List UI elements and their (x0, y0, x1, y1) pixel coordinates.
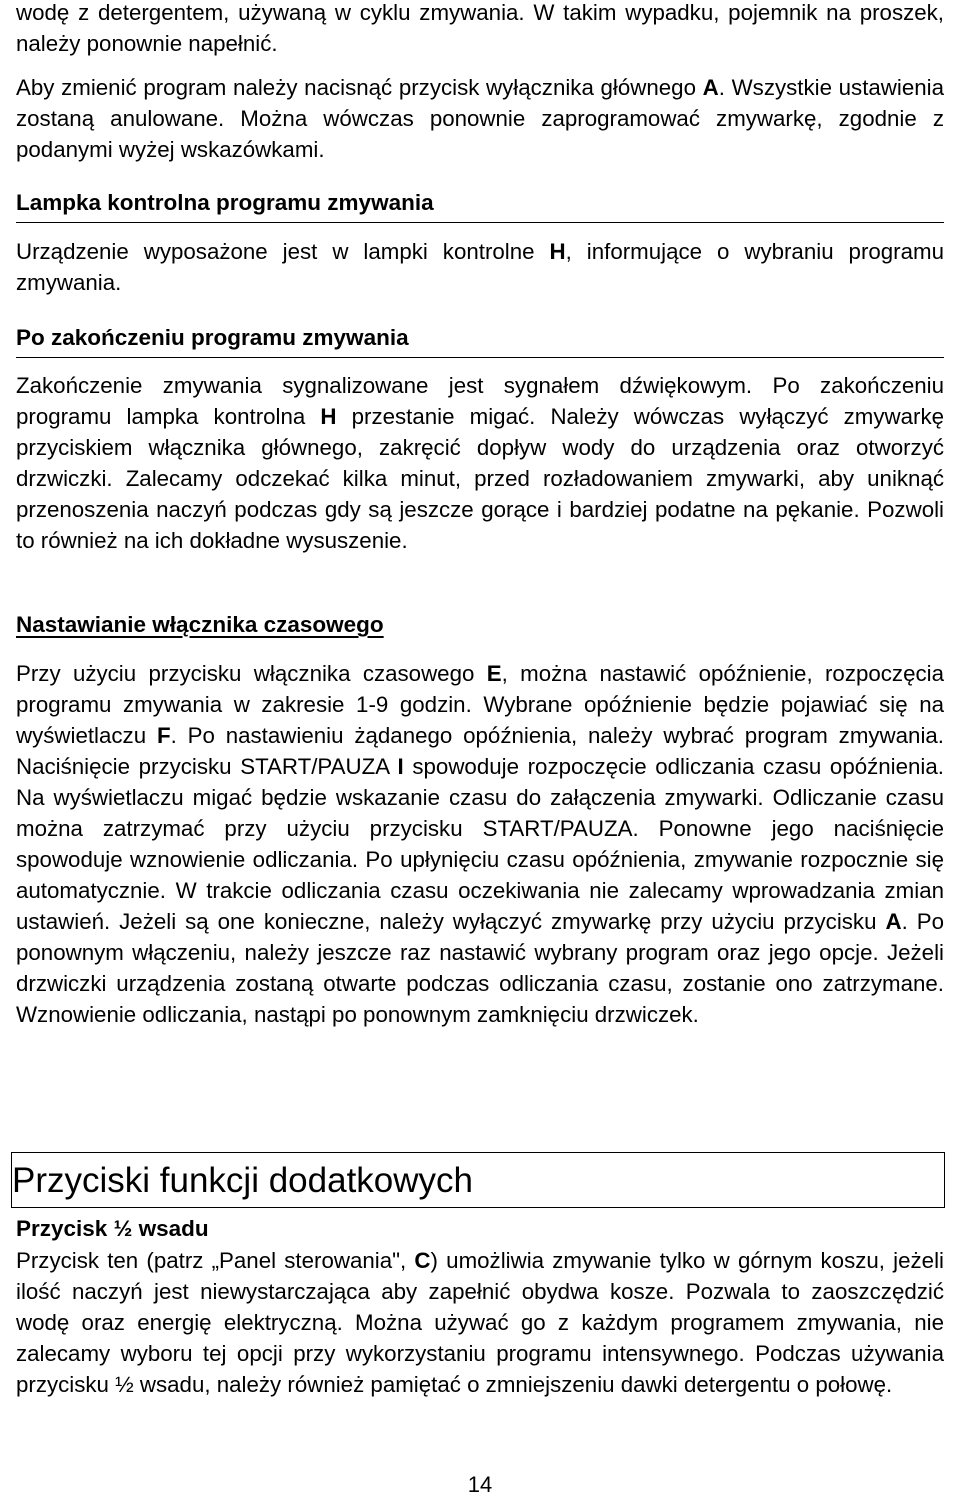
bold-label: I (397, 754, 404, 779)
paragraph-text: , informujące o wybraniu programu zmywania. (16, 239, 944, 295)
heading-extra-functions: Przyciski funkcji dodatkowych (11, 1152, 945, 1208)
paragraph-text: Przy użyciu przycisku włącznika czasowego (16, 661, 487, 686)
bold-label: H (549, 239, 566, 264)
page-number: 14 (467, 1472, 493, 1497)
paragraph-text: spowoduje rozpoczęcie odliczania czasu opóźnienia. Na wyświetlaczu migać będzie wskazanie czasu do załączenia zmywarki. Odliczanie czasu można zatrzymać przy użyciu przycisku START/PAUZA. Ponowne jego naciśnięcie spowoduje wznowienie odliczania. Po upłynięciu czasu opóźnienia, zmywanie rozpocznie się automatycznie. W trakcie odliczania czasu oczekiwania nie zalecamy wprowadzania zmian ustawień. Jeżeli są one konieczne, należy wyłączyć zmywarkę przy użyciu przycisku (16, 754, 944, 934)
bold-label: H (320, 404, 337, 429)
paragraph-timer (16, 658, 944, 1030)
bold-label: E (486, 661, 502, 686)
bold-label: C (414, 1248, 431, 1273)
paragraph-control-lamp (16, 236, 944, 298)
paragraph-program-end (16, 370, 944, 556)
paragraph-text: Zakończenie zmywania sygnalizowane jest sygnałem dźwiękowym. Po zakończeniu programu lampka kontrolna (16, 373, 944, 429)
bold-label: F (156, 723, 171, 748)
heading-timer: Nastawianie włącznika czasowego (16, 612, 384, 637)
paragraph-text: Przycisk ten (patrz „Panel sterowania", (16, 1248, 415, 1273)
paragraph-text: , można nastawić opóźnienie, rozpoczęcia programu zmywania w zakresie 1-9 godzin. Wybrane opóźnienie będzie pojawiać się na wyświetlaczu (16, 661, 944, 748)
heading-half-load: Przycisk ½ wsadu (16, 1216, 209, 1241)
paragraph-text: Aby zmienić program należy nacisnąć przycisk wyłącznika głównego (16, 75, 703, 100)
paragraph-text: przestanie migać. Należy wówczas wyłączyć zmywarkę przyciskiem włącznika głównego, zakręcić dopływ wody do urządzenia oraz otworzyć drzwiczki. Zalecamy odczekać kilka minut, przed rozładowaniem zmywarki, aby uniknąć przenoszenia naczyń podczas gdy są jeszcze gorące i bardziej podatne na pękanie. Pozwoli to również na ich dokładne wysuszenie. (16, 404, 944, 553)
paragraph-text: Urządzenie wyposażone jest w lampki kontrolne (16, 239, 550, 264)
paragraph-text: . Po nastawieniu żądanego opóźnienia, należy wybrać program zmywania. Naciśnięcie przycisku START/PAUZA (16, 723, 944, 779)
paragraph-half-load (16, 1245, 944, 1400)
bold-label: A (885, 909, 902, 934)
paragraph-text: ) umożliwia zmywanie tylko w górnym koszu, jeżeli ilość naczyń jest niewystarczająca aby zapełnić obydwa kosze. Pozwala to zaoszczędzić wodę oraz energię elektryczną. Można używać go z każdym programem zmywania, nie zalecamy wyboru tej opcji przy wykorzystaniu programu intensywnego. Podczas używania przycisku ½ wsadu, należy również pamiętać o zmniejszeniu dawki detergentu o połowę. (16, 1248, 944, 1397)
paragraph-text: . Wszystkie ustawienia zostaną anulowane. Można wówczas ponownie zaprogramować zmywarkę, zgodnie z podanymi wyżej wskazówkami. (16, 75, 944, 162)
bold-label: A (702, 75, 719, 100)
heading-program-end: Po zakończeniu programu zmywania (16, 323, 944, 358)
paragraph-change-program (16, 72, 944, 165)
paragraph-detergent (16, 0, 944, 59)
paragraph-text: . Po ponownym włączeniu, należy jeszcze raz nastawić wybrany program oraz jego opcje. Jeżeli drzwiczki urządzenia zostaną otwarte podczas odliczania czasu, zostanie ono zatrzymane. Wznowienie odliczania, nastąpi po ponownym zamknięciu drzwiczek. (16, 909, 944, 1027)
paragraph-text: wodę z detergentem, używaną w cyklu zmywania. W takim wypadku, pojemnik na proszek, należy ponownie napełnić. (16, 0, 944, 56)
heading-control-lamp: Lampka kontrolna programu zmywania (16, 188, 944, 223)
